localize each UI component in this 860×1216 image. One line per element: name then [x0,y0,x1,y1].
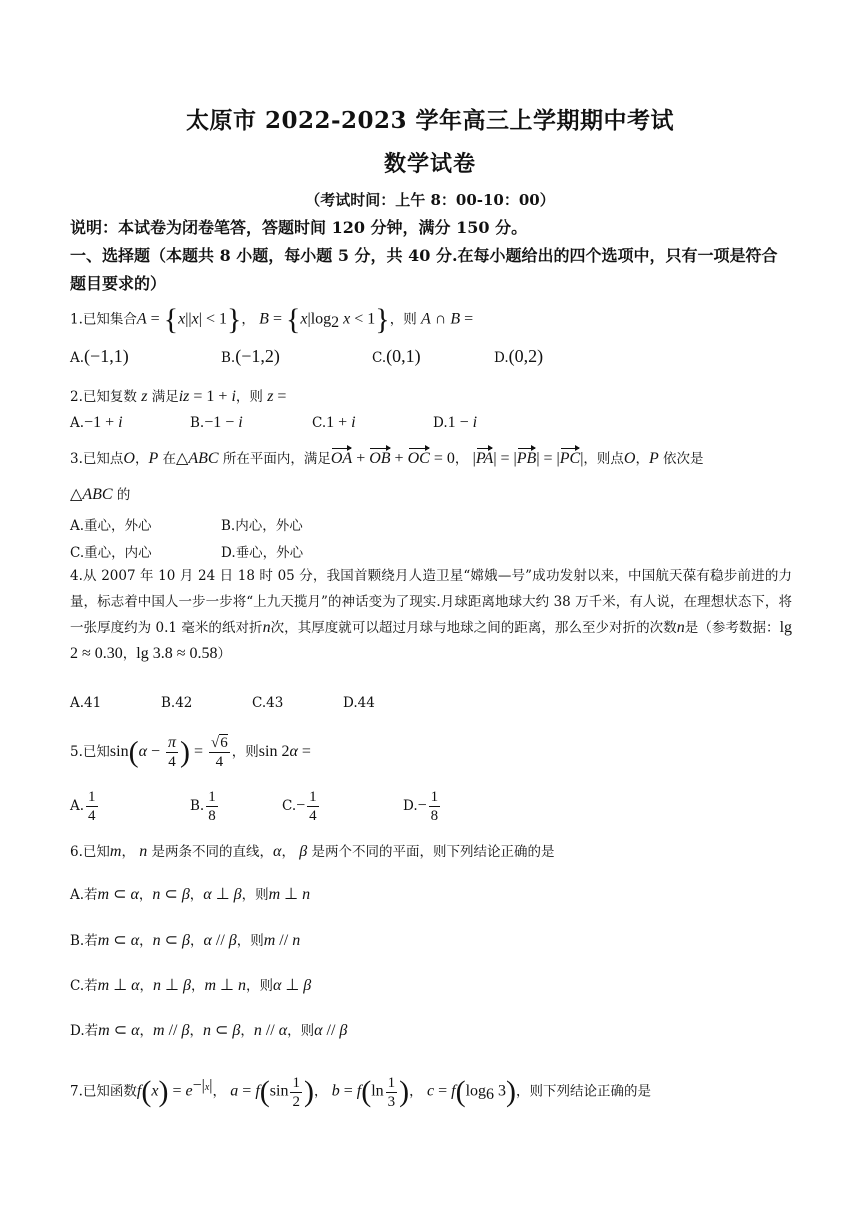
exam-title: 太原市 2022-2023 学年高三上学期期中考试 [185,107,675,134]
q4-option-a: A.41 [70,695,102,711]
q3-option-a: A.重心，外心 [70,518,152,534]
q2-option-a: A.−1 + i [70,414,123,431]
q3-option-d: D.垂心，外心 [221,545,304,561]
exam-time: （考试时间：上午 8：00-10：00） [305,191,555,209]
question-7: 7.已知函数$f(x) = e^{-|x|}$， a = f(sin $\frac{1}{2}$ )， b = f(ln $\frac{1}{3}$ )， $c = f(\log_6$ 3)，则下列结论正确的是 [70,1074,652,1110]
question-5: 5.已知sin(α − $\frac{\pi}{4}$ ) = $\frac{√6}{4}$ ，则sin 2α = [70,734,311,770]
question-3: 3.已知点O，P 在△ABC 所在平面内，满足OA + OB + OC = 0， |PA| = |PB| = |PC|，则点O，P 依次是 [70,450,704,467]
q2-option-c: C.1 + i [312,414,356,431]
q6-option-a: A.若m ⊂ α，n ⊂ β，α ⊥ β，则m ⊥ n [70,886,311,903]
q4-option-d: D.44 [343,695,375,711]
q2-option-d: D.1 − i [433,414,478,431]
question-1: 1.已知集合A = {x||x| < 1}， $B = \{x|\log_2$ x < 1}，则 A ∩ B = [70,303,474,336]
q6-option-b: B.若m ⊂ α，n ⊂ β，α // β，则m // n [70,932,301,949]
q5-option-b: B. $\frac{1}{8}$ [190,789,216,824]
q1-option-a: A.(−1,1) [70,346,129,366]
exam-subtitle: 数学试卷 [383,151,476,177]
q6-option-d: D.若m ⊂ α，m // β，n ⊂ β，n // α，则α // β [70,1022,348,1039]
question-2: 2.已知复数 z 满足iz = 1 + i，则 z = [70,388,287,405]
question-3-line2: △ABC 的 [70,486,131,503]
q1-option-c: C.(0,1) [372,346,421,366]
q5-option-c: C.− $\frac{1}{4}$ [282,789,317,824]
q5-option-a: A. $\frac{1}{4}$ [70,789,96,824]
q3-option-c: C.重心，内心 [70,545,152,561]
instructions: 说明：本试卷为闭卷笔答，答题时间 120 分钟，满分 150 分。 [70,218,528,237]
q6-option-c: C.若m ⊥ α，n ⊥ β，m ⊥ n，则α ⊥ β [70,977,312,994]
question-4: 4.从 2007 年 10 月 24 日 18 时 05 分，我国首颗绕月人造卫星“嫦娥—号”成功发射以来，中国航天葆有稳步前进的力量，标志着中国人一步一步将“上九天揽月”的神话变为了现实.月球距离地球大约 38 万千米，有人说，在理想状态下，将一张厚度约为 0.1 毫米的纸对折n次，其厚度就可以超过月球与地球之间的距离，那么至少对折的次数n是（参考数据：lg 2 ≈ 0.30，lg 3.8 ≈ 0.58） [70,568,793,662]
question-6: 6.已知m， n 是两条不同的直线，α， β 是两个不同的平面，则下列结论正确的是 [70,843,555,860]
q4-option-b: B.42 [161,695,193,711]
q2-option-b: B.−1 − i [190,414,243,431]
section-heading: 一、选择题（本题共 8 小题，每小题 5 分，共 40 分.在每小题给出的四个选项中，只有一项是符合题目要求的） [70,246,778,293]
q1-option-b: B.(−1,2) [221,346,280,366]
q4-option-c: C.43 [252,695,284,711]
q1-option-d: D.(0,2) [494,346,544,366]
q3-option-b: B.内心，外心 [221,518,303,534]
q5-option-d: D.− $\frac{1}{8}$ [403,789,439,824]
